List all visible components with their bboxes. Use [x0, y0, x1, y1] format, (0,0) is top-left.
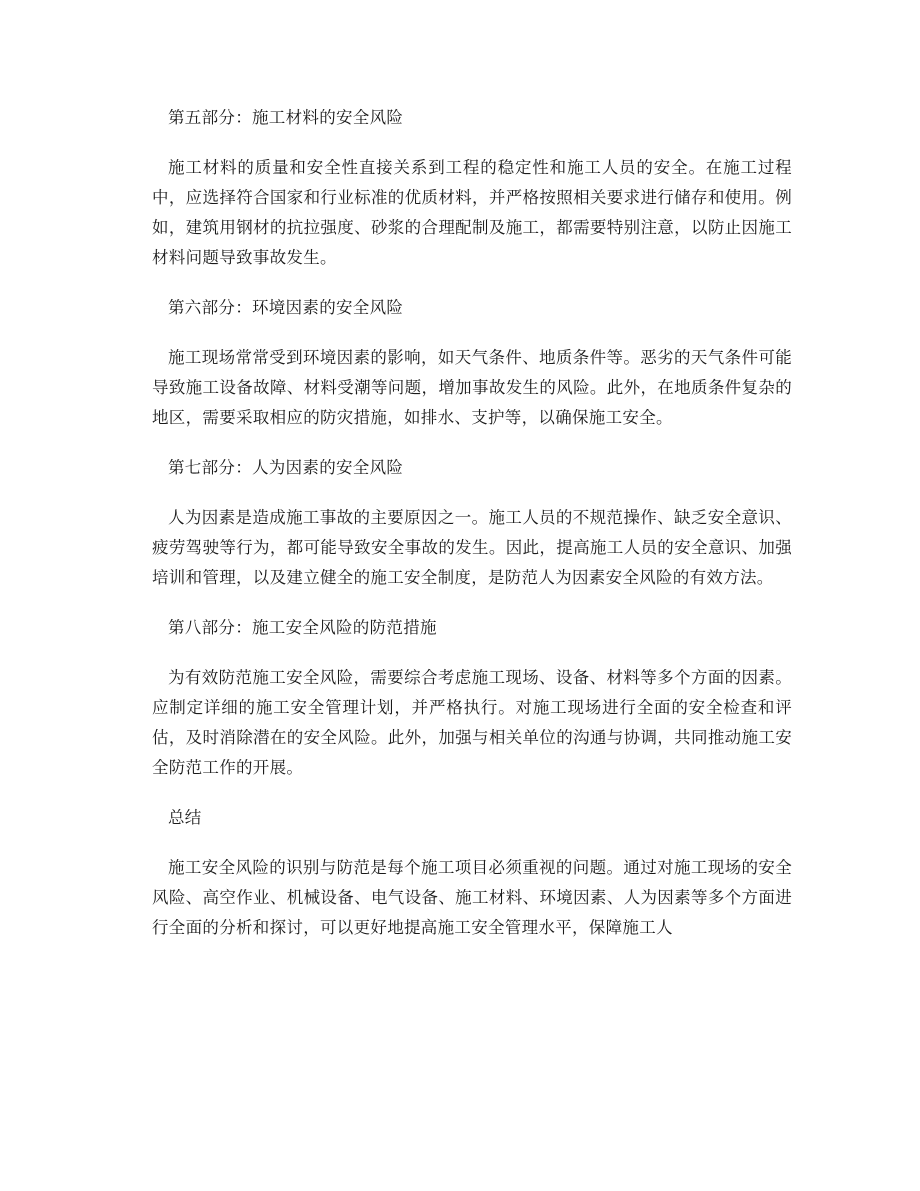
section-heading-summary: 总结	[168, 808, 202, 827]
section-paragraph-part6: 施工现场常常受到环境因素的影响，如天气条件、地质条件等。恶劣的天气条件可能导致施工设备故障、材料受潮等问题，增加事故发生的风险。此外，在地质条件复杂的地区，需要采取相应的防灾措施，如排水、支护等，以确保施工安全。	[152, 348, 792, 427]
section-heading-part7: 第七部分：人为因素的安全风险	[168, 458, 404, 477]
section-paragraph-part8: 为有效防范施工安全风险，需要综合考虑施工现场、设备、材料等多个方面的因素。应制定详细的施工安全管理计划，并严格执行。对施工现场进行全面的安全检查和评估，及时消除潜在的安全风险。此外，加强与相关单位的沟通与协调，共同推动施工安全防范工作的开展。	[152, 668, 792, 777]
section-heading-part5: 第五部分：施工材料的安全风险	[168, 108, 404, 127]
section-heading-part6: 第六部分：环境因素的安全风险	[168, 298, 404, 317]
section-paragraph-summary: 施工安全风险的识别与防范是每个施工项目必须重视的问题。通过对施工现场的安全风险、高空作业、机械设备、电气设备、施工材料、环境因素、人为因素等多个方面进行全面的分析和探讨，可以更好地提高施工安全管理水平，保障施工人	[152, 858, 792, 937]
document-body	[152, 103, 792, 963]
section-paragraph-part7: 人为因素是造成施工事故的主要原因之一。施工人员的不规范操作、缺乏安全意识、疲劳驾驶等行为，都可能导致安全事故的发生。因此，提高施工人员的安全意识、加强培训和管理，以及建立健全的施工安全制度，是防范人为因素安全风险的有效方法。	[152, 508, 792, 587]
section-heading-part8: 第八部分：施工安全风险的防范措施	[168, 618, 437, 637]
section-paragraph-part5: 施工材料的质量和安全性直接关系到工程的稳定性和施工人员的安全。在施工过程中，应选择符合国家和行业标准的优质材料，并严格按照相关要求进行储存和使用。例如，建筑用钢材的抗拉强度、砂浆的合理配制及施工，都需要特别注意，以防止因施工材料问题导致事故发生。	[152, 158, 792, 267]
